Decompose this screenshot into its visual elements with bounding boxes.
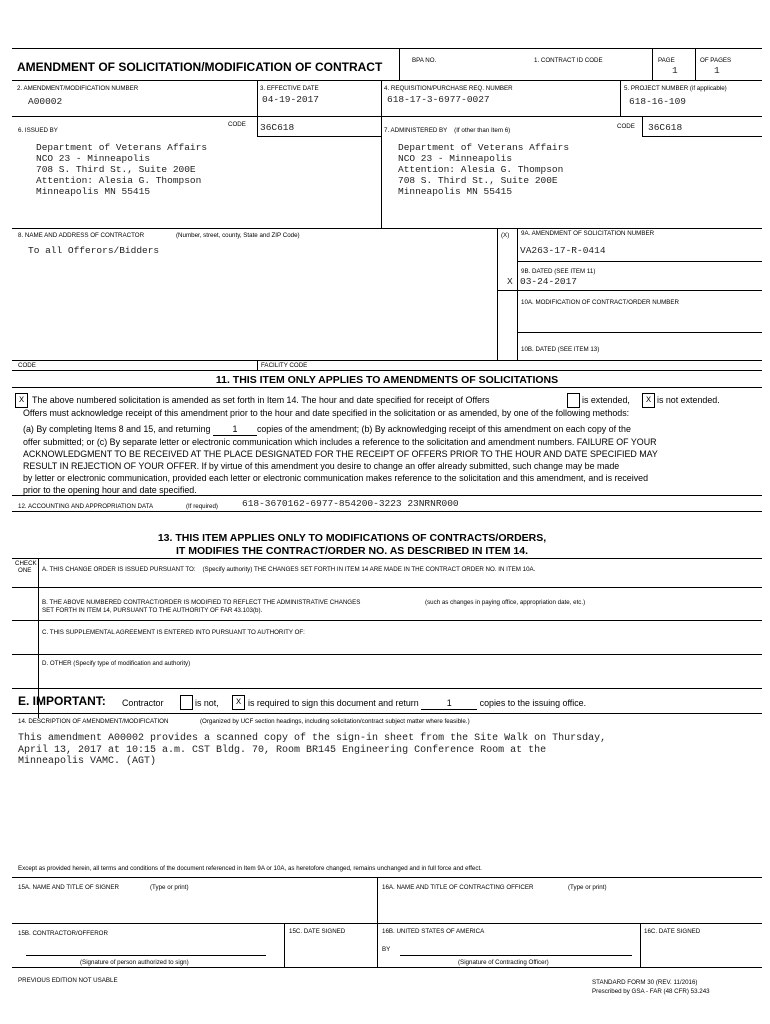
item9b-value: 03-24-2017	[520, 276, 578, 287]
item9b-mark: X	[507, 276, 513, 287]
of-pages-number: 1	[714, 65, 720, 76]
check-one-label-1: CHECK	[15, 560, 37, 567]
bpa-no-label: BPA NO.	[412, 57, 437, 64]
effective-date-value: 04-19-2017	[262, 94, 320, 105]
issued-code-value: 36C618	[260, 122, 295, 133]
item13d-text: D. OTHER (Specify type of modification and authority)	[42, 660, 191, 667]
rule	[12, 558, 762, 559]
is-not-extended-label: is not extended.	[657, 395, 720, 405]
item14-description: This amendment A00002 provides a scanned copy of the sign-in sheet from the Site Walk on Thursday, April 13, 2017 at 10:15 a.m. CST Bldg. 70, Room BR145 Engineering Conference Room at the Minneapolis VAMC. (AGT)	[18, 733, 607, 767]
item13-heading-2: IT MODIFIES THE CONTRACT/ORDER NO. AS DESCRIBED IN ITEM 14.	[176, 545, 528, 557]
rule	[12, 587, 762, 588]
page-number: 1	[672, 65, 678, 76]
rule	[381, 80, 382, 116]
officer-signature-line[interactable]	[400, 955, 632, 956]
rule	[257, 360, 258, 370]
copies-field[interactable]: 1	[213, 423, 257, 436]
item13c-text: C. THIS SUPPLEMENTAL AGREEMENT IS ENTERED INTO PURSUANT TO AUTHORITY OF:	[42, 629, 305, 636]
signer-name-sub: (Type or print)	[150, 884, 189, 891]
amendment-no-label: 2. AMENDMENT/MODIFICATION NUMBER	[17, 85, 139, 92]
rule	[12, 654, 762, 655]
return-copies-field[interactable]: 1	[421, 697, 477, 710]
rule	[12, 511, 762, 512]
admin-code-label: CODE	[617, 123, 635, 130]
rule	[257, 116, 258, 136]
rule	[12, 495, 762, 496]
item11-line4: offer submitted; or (c) By separate letter or electronic communication which includes a reference to the solicitation and amendment numbers. FAILURE OF YOUR	[23, 437, 657, 447]
item11-line3: (a) By completing Items 8 and 15, and returning 1 copies of the amendment; (b) By acknowledging receipt of this amendment on each copy of the	[23, 423, 631, 436]
item11-heading: 11. THIS ITEM ONLY APPLIES TO AMENDMENTS OF SOLICITATIONS	[215, 374, 559, 386]
contractor-offeror-label: 15B. CONTRACTOR/OFFEROR	[18, 930, 108, 937]
important-label: E. IMPORTANT:	[18, 694, 106, 708]
project-no-value: 618-16-109	[629, 96, 687, 107]
is-required-checkbox[interactable]: X	[232, 695, 245, 710]
x-column-label: (X)	[501, 232, 510, 239]
rule	[642, 116, 643, 136]
contractor-date-label: 15C. DATE SIGNED	[289, 928, 346, 935]
item11-line2: Offers must acknowledge receipt of this amendment prior to the hour and date specified in the solicitation or as amended, by one of the following methods:	[23, 408, 630, 418]
rule	[652, 48, 653, 80]
rule	[12, 967, 762, 968]
item12-value: 618-3670162-6977-854200-3223 23NRNR000	[242, 498, 459, 509]
item11-line5: ACKNOWLEDGMENT TO BE RECEIVED AT THE PLACE DESIGNATED FOR THE RECEIPT OF OFFERS PRIOR TO THE HOUR AND DATE SPECIFIED MAY	[23, 449, 658, 459]
rule	[695, 48, 696, 80]
req-no-label: 4. REQUISITION/PURCHASE REQ. NUMBER	[384, 85, 513, 92]
standard-form-line-2: Prescribed by GSA - FAR (48 CFR) 53.243	[592, 988, 710, 995]
officer-name-label: 16A. NAME AND TITLE OF CONTRACTING OFFICER	[382, 884, 534, 891]
rule	[12, 80, 762, 81]
page-label: PAGE	[658, 57, 675, 64]
item11-line8: prior to the opening hour and date specified.	[23, 485, 197, 495]
item12-label: 12. ACCOUNTING AND APPROPRIATION DATA	[18, 503, 154, 510]
signature-officer-caption: (Signature of Contracting Officer)	[458, 959, 549, 966]
rule	[12, 620, 762, 621]
rule	[620, 80, 621, 116]
item13-heading-1: 13. THIS ITEM APPLIES ONLY TO MODIFICATIONS OF CONTRACTS/ORDERS,	[157, 532, 547, 544]
rule	[517, 228, 518, 360]
item10a-label: 10A. MODIFICATION OF CONTRACT/ORDER NUMBER	[521, 299, 680, 306]
rule	[12, 877, 762, 878]
is-not-checkbox[interactable]	[180, 695, 193, 710]
rule	[12, 228, 762, 229]
administered-label: 7. ADMINISTERED BY (If other than Item 6)	[384, 127, 511, 134]
important-contractor: Contractor	[122, 698, 164, 708]
check-one-label-2: ONE	[18, 567, 32, 574]
previous-edition-note: PREVIOUS EDITION NOT USABLE	[18, 977, 118, 984]
rule	[12, 370, 762, 371]
item9a-value: VA263-17-R-0414	[520, 245, 606, 256]
sf30-form	[12, 48, 762, 995]
rule	[517, 332, 762, 333]
code-bottom-label: CODE	[18, 362, 36, 369]
rule	[12, 688, 762, 689]
extended-checkbox[interactable]	[567, 393, 580, 408]
item14-label: 14. DESCRIPTION OF AMENDMENT/MODIFICATION	[18, 718, 169, 725]
item13b-sub: (such as changes in paying office, appropriation date, etc.)	[425, 599, 586, 606]
rule	[640, 923, 641, 967]
by-label: BY	[382, 946, 391, 953]
project-no-label: 5. PROJECT NUMBER (if applicable)	[624, 85, 727, 92]
item9a-label: 9A. AMENDMENT OF SOLICITATION NUMBER	[521, 230, 655, 237]
contract-id-label: 1. CONTRACT ID CODE	[534, 57, 603, 64]
rule	[381, 116, 382, 228]
rule	[399, 48, 400, 80]
contractor-sub: (Number, street, county, State and ZIP Code)	[176, 232, 300, 239]
amended-checkbox[interactable]: X	[15, 393, 28, 408]
rule	[12, 387, 762, 388]
rule	[497, 290, 762, 291]
item14-sub: (Organized by UCF section headings, including solicitation/contract subject matter where feasible.)	[200, 718, 470, 725]
contractor-signature-line[interactable]	[26, 955, 266, 956]
rule	[517, 261, 762, 262]
rule	[377, 877, 378, 967]
usa-label: 16B. UNITED STATES OF AMERICA	[382, 928, 485, 935]
admin-code-value: 36C618	[648, 122, 683, 133]
contractor-label: 8. NAME AND ADDRESS OF CONTRACTOR	[18, 232, 145, 239]
code-label: CODE	[228, 121, 246, 128]
signature-person-caption: (Signature of person authorized to sign)	[80, 959, 189, 966]
administered-address: Department of Veterans Affairs NCO 23 - Minneapolis Attention: Alesia G. Thompson 708 S. Third St., Suite 200E Minneapolis MN 55415	[398, 142, 570, 197]
item12-sub: (If required)	[186, 503, 218, 510]
rule	[257, 80, 258, 116]
signer-name-label: 15A. NAME AND TITLE OF SIGNER	[18, 884, 119, 891]
rule	[12, 48, 762, 49]
facility-code-label: FACILITY CODE	[261, 362, 308, 369]
item11-line7: by letter or electronic communication, provided each letter or electronic communication makes reference to the solicitation and this amendment, and is received	[23, 473, 649, 483]
rule	[12, 713, 762, 714]
issued-by-address: Department of Veterans Affairs NCO 23 - Minneapolis 708 S. Third St., Suite 200E Attention: Alesia G. Thompson Minneapolis MN 55415	[36, 142, 208, 197]
is-extended-label: is extended,	[582, 395, 630, 405]
standard-form-line-1: STANDARD FORM 30 (REV. 11/2016)	[592, 979, 698, 986]
form-title: AMENDMENT OF SOLICITATION/MODIFICATION OF CONTRACT	[17, 60, 383, 74]
not-extended-checkbox[interactable]: X	[642, 393, 655, 408]
contractor-value: To all Offerors/Bidders	[28, 245, 160, 256]
officer-name-sub: (Type or print)	[568, 884, 607, 891]
rule	[642, 136, 762, 137]
except-text: Except as provided herein, all terms and conditions of the document referenced in Item 9A or 10A, as heretofore changed, remains unchanged and in full force and effect.	[18, 865, 482, 872]
req-no-value: 618-17-3-6977-0027	[387, 94, 490, 105]
item13a-text: A. THIS CHANGE ORDER IS ISSUED PURSUANT TO: (Specify authority) THE CHANGES SET FORTH IN ITEM 14 ARE MADE IN THE CONTRACT ORDER NO. IN ITEM 10A.	[42, 566, 536, 573]
rule	[12, 360, 762, 361]
rule	[12, 116, 762, 117]
rule	[12, 923, 762, 924]
item9b-label: 9B. DATED (SEE ITEM 11)	[521, 268, 596, 275]
of-pages-label: OF PAGES	[700, 57, 732, 64]
item13b-text-2: SET FORTH IN ITEM 14, PURSUANT TO THE AUTHORITY OF FAR 43.103(b).	[42, 607, 263, 614]
effective-date-label: 3. EFFECTIVE DATE	[260, 85, 319, 92]
rule	[257, 136, 381, 137]
is-not-label: is not,	[195, 698, 219, 708]
amendment-no-value: A00002	[28, 96, 63, 107]
rule	[284, 923, 285, 967]
issued-by-label: 6. ISSUED BY	[18, 127, 58, 134]
item11-line6: RESULT IN REJECTION OF YOUR OFFER. If by virtue of this amendment you desire to change an offer already submitted, such change may be made	[23, 461, 620, 471]
officer-date-label: 16C. DATE SIGNED	[644, 928, 701, 935]
item10b-label: 10B. DATED (SEE ITEM 13)	[521, 346, 600, 353]
rule	[497, 228, 498, 360]
item11-text-a: The above numbered solicitation is amended as set forth in Item 14. The hour and date specified for receipt of Offers	[32, 395, 490, 405]
is-required-label: is required to sign this document and return 1 copies to the issuing office.	[248, 697, 586, 710]
item13b-text-1: B. THE ABOVE NUMBERED CONTRACT/ORDER IS MODIFIED TO REFLECT THE ADMINISTRATIVE CHANGES	[42, 599, 361, 606]
